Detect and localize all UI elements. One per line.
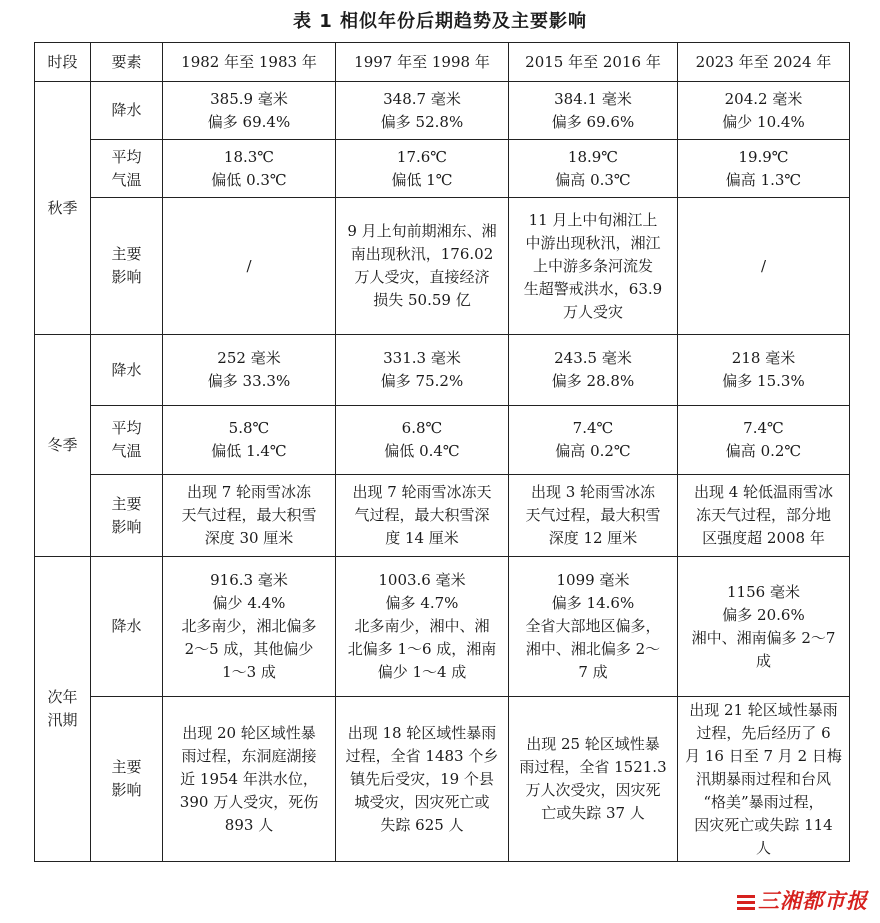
cell-line: 916.3 毫米 xyxy=(210,571,288,589)
cell-line: 偏多 4.7% xyxy=(385,594,459,612)
table-title: 表 1 相似年份后期趋势及主要影响 xyxy=(292,11,588,32)
cell-line: 上中游多条河流发 xyxy=(532,256,653,275)
cell-line: 主要 xyxy=(111,758,142,776)
element-label: 降水 xyxy=(91,82,163,140)
cell-line: 出现 20 轮区域性暴 xyxy=(182,723,316,742)
cell-line: 汛期暴雨过程和台风 xyxy=(695,769,831,788)
cell-line: 出现 3 轮雨雪冰冻 xyxy=(530,483,656,501)
cell-line: 雨过程，东洞庭湖接 xyxy=(181,746,317,765)
cell-line: 331.3 毫米 xyxy=(383,349,461,367)
cell-line: “格美”暴雨过程， xyxy=(703,792,824,811)
impact-cell xyxy=(509,475,678,557)
cell-line: 影响 xyxy=(111,268,142,286)
precip-cell xyxy=(509,335,678,406)
cell-line: 893 人 xyxy=(224,815,274,834)
cell-line: 出现 4 轮低温雨雪冰 xyxy=(693,483,834,501)
cell-line: 失踪 625 人 xyxy=(380,815,464,834)
cell-line: 348.7 毫米 xyxy=(383,89,461,108)
cell-line: 生超警戒洪水，63.9 xyxy=(523,279,663,298)
precip-cell xyxy=(336,82,509,140)
cell-line: 17.6℃ xyxy=(396,147,448,166)
column-header: 1997 年至 1998 年 xyxy=(336,43,509,82)
cell-line: 北偏多 1～6 成，湘南 xyxy=(347,640,497,658)
precip-cell xyxy=(678,82,850,140)
period-label: 冬季 xyxy=(35,335,91,557)
element-label xyxy=(91,697,163,862)
cell-line: 万人受灾，直接经济 xyxy=(354,268,490,286)
cell-line: 成 xyxy=(755,651,771,670)
cell-line: 偏低 1.4℃ xyxy=(211,442,287,460)
element-label xyxy=(91,406,163,475)
cell-line: 1156 毫米 xyxy=(727,582,800,601)
column-header: 要素 xyxy=(91,43,163,82)
cell-line: 偏多 28.8% xyxy=(551,372,635,390)
cell-line: 偏多 20.6% xyxy=(722,605,805,624)
cell-line: 气温 xyxy=(111,170,142,189)
column-header: 2023 年至 2024 年 xyxy=(678,43,850,82)
precip-cell xyxy=(163,557,336,697)
temp-cell xyxy=(163,140,336,198)
cell-line: 主要 xyxy=(111,245,142,263)
element-label xyxy=(91,140,163,198)
cell-line: 度 14 厘米 xyxy=(385,529,459,547)
cell-line: 偏少 1～4 成 xyxy=(377,663,467,681)
cell-line: 7 成 xyxy=(578,663,608,681)
precip-cell xyxy=(509,557,678,697)
column-header: 1982 年至 1983 年 xyxy=(163,43,336,82)
cell-line: 万人受灾 xyxy=(562,302,623,321)
cell-line: 偏低 0.4℃ xyxy=(384,442,460,460)
winter-precip-row xyxy=(35,335,850,406)
element-label xyxy=(91,475,163,557)
impact-cell xyxy=(163,198,336,335)
autumn-precip-row xyxy=(35,82,850,140)
trend-impact-table xyxy=(34,42,850,862)
cell-line: 出现 21 轮区域性暴雨 xyxy=(689,700,838,719)
cell-line: 出现 18 轮区域性暴雨 xyxy=(347,723,497,742)
impact-cell xyxy=(336,475,509,557)
period-label xyxy=(35,557,91,862)
cell-line: 偏少 4.4% xyxy=(212,594,286,612)
cell-line: 气温 xyxy=(111,442,142,460)
cell-line: 冻天气过程，部分地 xyxy=(695,506,831,524)
cell-line: 全省大部地区偏多， xyxy=(525,617,661,635)
column-header: 时段 xyxy=(35,43,91,82)
cell-line: 深度 30 厘米 xyxy=(204,529,294,547)
temp-cell xyxy=(678,140,850,198)
cell-line: 南出现秋汛，176.02 xyxy=(350,245,494,263)
cell-line: 偏多 33.3% xyxy=(207,372,291,390)
cell-line: 区强度超 2008 年 xyxy=(702,529,825,547)
winter-temp-row xyxy=(35,406,850,475)
cell-line: 过程，全省 1483 个乡 xyxy=(345,746,499,765)
cell-line: 18.9℃ xyxy=(567,147,619,166)
cell-line: 汛期 xyxy=(47,711,78,729)
cell-line: 6.8℃ xyxy=(401,419,443,437)
cell-line: 气过程，最大积雪深 xyxy=(354,506,490,524)
cell-line: 11 月上中旬湘江上 xyxy=(528,210,658,229)
cell-line: 偏高 0.2℃ xyxy=(725,442,802,460)
temp-cell xyxy=(163,406,336,475)
cell-line: 过程，先后经历了 6 xyxy=(696,723,831,742)
cell-line: 人 xyxy=(755,838,771,857)
cell-line: 镇先后受灾，19 个县 xyxy=(350,769,494,788)
cell-line: 影响 xyxy=(111,781,142,799)
impact-cell xyxy=(163,697,336,862)
cell-line: 湘中、湘南偏多 2～7 xyxy=(691,628,836,647)
precip-cell xyxy=(678,335,850,406)
column-header: 2015 年至 2016 年 xyxy=(509,43,678,82)
cell-line: 偏高 0.3℃ xyxy=(555,170,631,189)
cell-line: 天气过程，最大积雪 xyxy=(525,506,661,524)
temp-cell xyxy=(678,406,850,475)
element-label: 降水 xyxy=(91,335,163,406)
cell-line: / xyxy=(246,256,252,275)
winter-impact-row xyxy=(35,475,850,557)
cell-line: 损失 50.59 亿 xyxy=(373,291,471,309)
cell-line: 偏多 14.6% xyxy=(551,594,635,612)
cell-line: 万人次受灾，因灾死 xyxy=(525,781,661,799)
cell-line: 7.4℃ xyxy=(743,419,784,437)
cell-line: / xyxy=(760,256,767,275)
temp-cell xyxy=(509,140,678,198)
cell-line: 出现 25 轮区域性暴 xyxy=(526,735,660,753)
cell-line: 因灾死亡或失踪 114 xyxy=(694,815,833,834)
cell-line: 出现 7 轮雨雪冰冻天 xyxy=(352,483,492,501)
cell-line: 偏低 1℃ xyxy=(391,170,453,189)
temp-cell xyxy=(336,406,509,475)
impact-cell xyxy=(678,475,850,557)
newspaper-logo xyxy=(737,887,868,915)
cell-line: 深度 12 厘米 xyxy=(548,529,638,547)
impact-cell xyxy=(336,697,509,862)
cell-line: 偏多 69.4% xyxy=(207,112,291,131)
cell-line: 平均 xyxy=(111,419,142,437)
cell-line: 北多南少，湘中、湘 xyxy=(354,617,490,635)
cell-line: 偏多 75.2% xyxy=(380,372,464,390)
cell-line: 2～5 成，其他偏少 xyxy=(184,640,314,658)
impact-cell xyxy=(163,475,336,557)
cell-line: 影响 xyxy=(111,517,142,536)
precip-cell xyxy=(509,82,678,140)
impact-cell xyxy=(336,198,509,335)
cell-line: 7.4℃ xyxy=(572,419,614,437)
cell-line: 1～3 成 xyxy=(222,663,276,681)
cell-line: 偏多 15.3% xyxy=(722,372,805,390)
flood-impact-row xyxy=(35,697,850,862)
cell-line: 偏多 69.6% xyxy=(551,112,635,131)
temp-cell xyxy=(509,406,678,475)
cell-line: 204.2 毫米 xyxy=(724,89,803,108)
precip-cell xyxy=(163,335,336,406)
cell-line: 近 1954 年洪水位， xyxy=(180,769,318,788)
impact-cell xyxy=(509,198,678,335)
cell-line: 出现 7 轮雨雪冰冻 xyxy=(186,483,312,501)
cell-line: 湘中、湘北偏多 2～ xyxy=(525,640,661,658)
flood-precip-row xyxy=(35,557,850,697)
cell-line: 偏高 1.3℃ xyxy=(725,170,802,189)
autumn-temp-row xyxy=(35,140,850,198)
cell-line: 中游出现秋汛，湘江 xyxy=(525,233,661,252)
cell-line: 雨过程，全省 1521.3 xyxy=(519,758,667,776)
logo-text: 三湘都市报 xyxy=(758,889,868,913)
cell-line: 385.9 毫米 xyxy=(210,89,288,108)
impact-cell xyxy=(509,697,678,862)
header-row xyxy=(35,43,850,82)
impact-cell xyxy=(678,697,850,862)
autumn-impact-row xyxy=(35,198,850,335)
cell-line: 偏少 10.4% xyxy=(722,112,805,131)
cell-line: 9 月上旬前期湘东、湘 xyxy=(347,222,497,240)
cell-line: 偏高 0.2℃ xyxy=(555,442,631,460)
cell-line: 18.3℃ xyxy=(223,147,275,166)
cell-line: 城受灾，因灾死亡或 xyxy=(354,792,490,811)
temp-cell xyxy=(336,140,509,198)
cell-line: 北多南少，湘北偏多 xyxy=(181,617,317,635)
cell-line: 亡或失踪 37 人 xyxy=(541,804,645,822)
cell-line: 5.8℃ xyxy=(228,419,270,437)
cell-line: 次年 xyxy=(47,688,78,706)
impact-cell xyxy=(678,198,850,335)
precip-cell xyxy=(163,82,336,140)
cell-line: 平均 xyxy=(111,147,142,166)
precip-cell xyxy=(678,557,850,697)
cell-line: 218 毫米 xyxy=(731,349,796,367)
element-label xyxy=(91,198,163,335)
cell-line: 偏低 0.3℃ xyxy=(211,170,287,189)
cell-line: 384.1 毫米 xyxy=(554,89,632,108)
period-label: 秋季 xyxy=(35,82,91,335)
cell-line: 天气过程，最大积雪 xyxy=(181,506,317,524)
cell-line: 月 16 日至 7 月 2 日梅 xyxy=(685,746,842,765)
cell-line: 19.9℃ xyxy=(738,147,789,166)
element-label: 降水 xyxy=(91,557,163,697)
precip-cell xyxy=(336,557,509,697)
logo-mark-icon xyxy=(737,892,755,913)
cell-line: 主要 xyxy=(111,494,142,513)
cell-line: 243.5 毫米 xyxy=(554,349,632,367)
precip-cell xyxy=(336,335,509,406)
cell-line: 1099 毫米 xyxy=(556,571,630,589)
cell-line: 1003.6 毫米 xyxy=(378,571,466,589)
cell-line: 390 万人受灾，死伤 xyxy=(179,792,319,811)
cell-line: 252 毫米 xyxy=(217,349,281,367)
cell-line: 偏多 52.8% xyxy=(380,112,464,131)
